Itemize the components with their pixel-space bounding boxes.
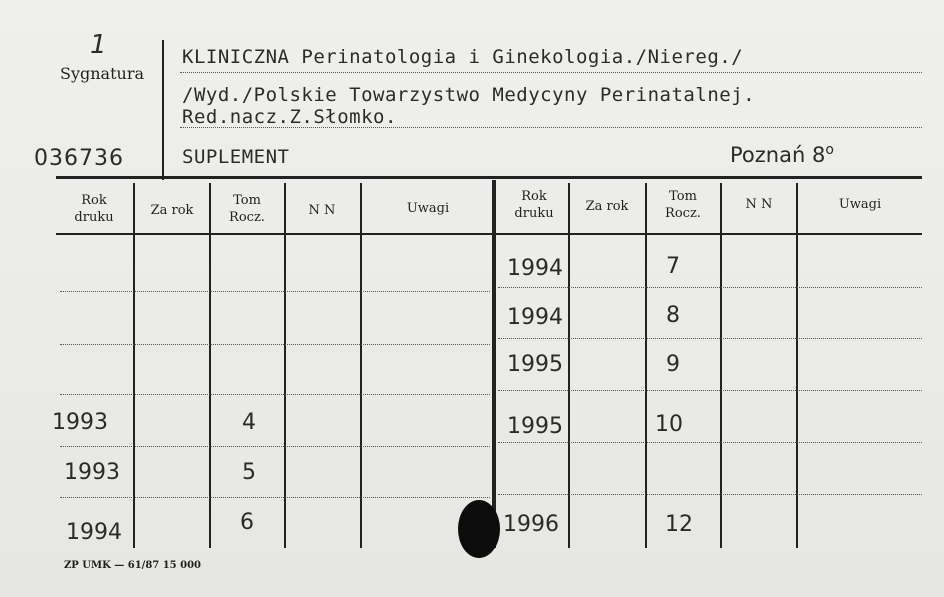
header-tom-rocz: Tom Rocz. [229, 193, 265, 225]
right-tom-row-1: 7 [666, 254, 680, 279]
row-rule [498, 287, 922, 288]
signature-divider [162, 40, 164, 180]
right-rok-row-4: 1995 [507, 414, 563, 439]
col-line [133, 183, 135, 548]
row-rule [60, 446, 490, 447]
left-tom-row-4: 4 [242, 410, 256, 435]
col-line [360, 183, 362, 548]
left-tom-row-5: 5 [242, 460, 256, 485]
right-rok-row-1: 1994 [507, 256, 563, 281]
left-rok-row-4: 1993 [52, 410, 108, 435]
row-rule [60, 291, 490, 292]
place-format [730, 142, 834, 167]
left-rok-row-6: 1994 [66, 520, 122, 545]
title-line-1: KLINICZNA Perinatologia i Ginekologia./Niereg./ [182, 46, 744, 68]
header-za-rok: Za rok [150, 203, 194, 218]
row-rule [498, 442, 922, 443]
right-tom-row-4: 10 [655, 412, 683, 437]
col-line [209, 183, 211, 548]
row-rule [498, 338, 922, 339]
place-format-text: Poznań 8 [730, 143, 826, 167]
header-rok-druku: Rok druku [74, 193, 114, 225]
header-za-rok: Za rok [585, 199, 629, 214]
right-tom-row-6: 12 [665, 512, 693, 537]
row-rule [498, 494, 922, 495]
row-rule [60, 497, 490, 498]
header-uwagi: Uwagi [406, 201, 450, 216]
table-top-rule [56, 176, 922, 179]
col-line-center [492, 180, 496, 548]
header-tom-rocz: Tom Rocz. [665, 189, 701, 221]
right-tom-row-2: 8 [666, 303, 680, 328]
rule-1 [180, 72, 922, 73]
right-tom-row-3: 9 [666, 352, 680, 377]
right-rok-row-6: 1996 [503, 512, 559, 537]
title-line-2: /Wyd./Polskie Towarzystwo Medycyny Perinatalnej. [182, 84, 756, 106]
signature-label: Sygnatura [60, 64, 145, 83]
header-rok-druku: Rok druku [514, 189, 554, 221]
left-tom-row-6: 6 [240, 510, 254, 535]
row-rule [60, 394, 490, 395]
header-nn: N N [745, 197, 773, 212]
format-degree: o [825, 142, 834, 158]
supplement-label: SUPLEMENT [182, 146, 290, 168]
title-line-3: Red.nacz.Z.Słomko. [182, 106, 397, 128]
header-nn: N N [308, 203, 336, 218]
left-rok-row-5: 1993 [64, 460, 120, 485]
row-rule [60, 344, 490, 345]
signature-number: 036736 [34, 146, 124, 171]
header-uwagi: Uwagi [838, 197, 882, 212]
signature-mark: 1 [90, 30, 107, 60]
punch-hole [458, 500, 500, 558]
right-rok-row-3: 1995 [507, 352, 563, 377]
table-header-rule [56, 233, 922, 235]
row-rule [498, 390, 922, 391]
right-rok-row-2: 1994 [507, 305, 563, 330]
footer-printer-mark: ZP UMK — 61/87 15 000 [64, 560, 201, 571]
col-line [284, 183, 286, 548]
rule-2 [180, 127, 922, 128]
